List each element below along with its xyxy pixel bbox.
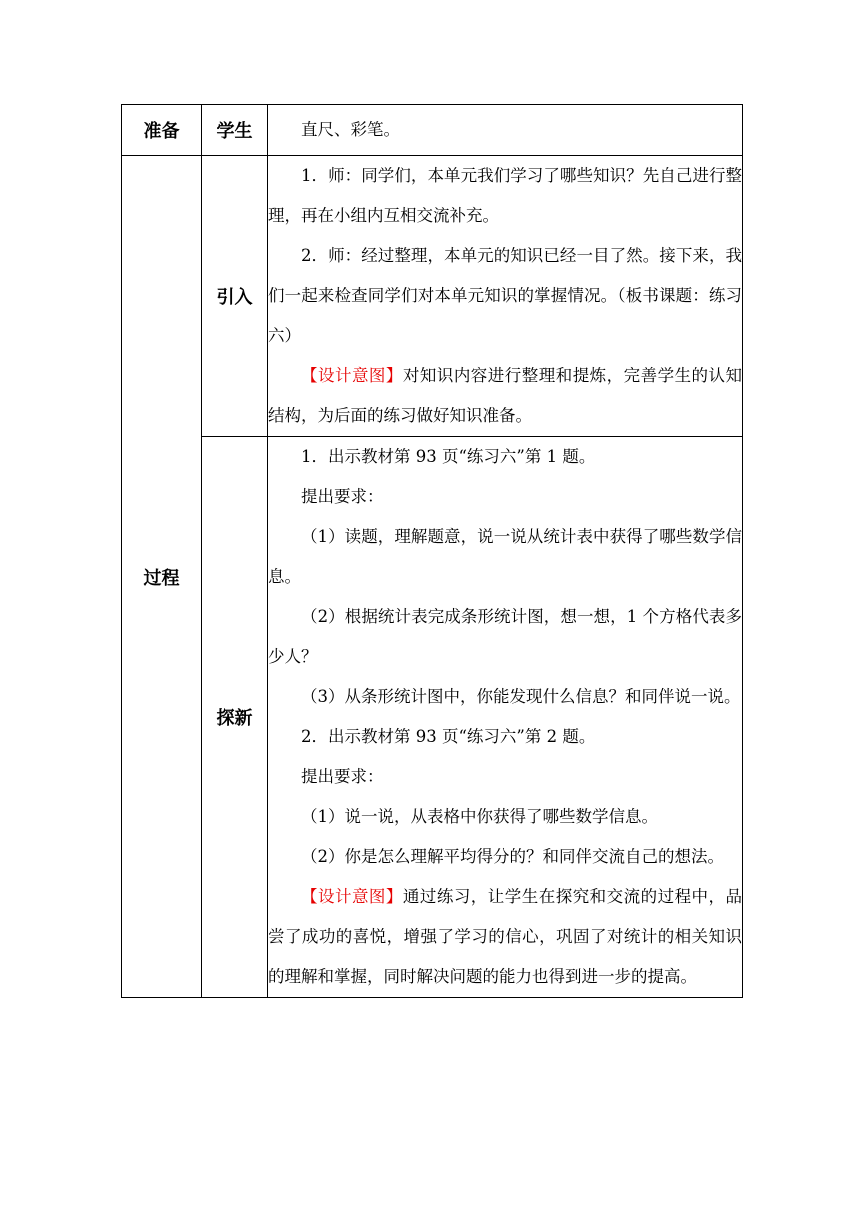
explore-paragraph: 2．出示教材第 93 页“练习六”第 2 题。 — [301, 727, 596, 746]
intro-row — [122, 156, 743, 437]
intro-paragraph: 1．师：同学们，本单元我们学习了哪些知识？先自己进行整理，再在小组内互相交流补充。 — [268, 166, 742, 225]
prep-row — [122, 105, 743, 156]
prep-content — [268, 105, 743, 156]
explore-content — [268, 437, 743, 998]
explore-paragraph: 1．出示教材第 93 页“练习六”第 1 题。 — [301, 447, 596, 466]
design-intent-text: 通过练习，让学生在探究和交流的过程中，品尝了成功的喜悦，增强了学习的信心，巩固了对统计的相关知识的理解和掌握，同时解决问题的能力也得到进一步的提高。 — [268, 887, 743, 986]
process-label: 过程 — [122, 156, 202, 998]
explore-design-intent — [268, 877, 742, 997]
design-intent-tag: 【设计意图】 — [301, 887, 403, 906]
prep-label: 准备 — [122, 105, 202, 156]
explore-label: 探新 — [202, 437, 268, 998]
intro-label: 引入 — [202, 156, 268, 437]
design-intent-text: 对知识内容进行整理和提炼，完善学生的认知结构，为后面的练习做好知识准备。 — [268, 366, 743, 425]
explore-row — [122, 437, 743, 998]
explore-paragraph: （1）读题，理解题意，说一说从统计表中获得了哪些数学信息。 — [268, 527, 742, 586]
intro-content — [268, 156, 743, 437]
intro-design-intent — [268, 356, 742, 436]
explore-paragraph: （2）根据统计表完成条形统计图，想一想，1 个方格代表多少人？ — [268, 607, 742, 666]
explore-paragraph: 提出要求： — [301, 487, 384, 506]
student-label: 学生 — [202, 105, 268, 156]
explore-paragraph: （2）你是怎么理解平均得分的？和同伴交流自己的想法。 — [301, 847, 724, 866]
design-intent-tag: 【设计意图】 — [301, 366, 403, 385]
explore-paragraph: （3）从条形统计图中，你能发现什么信息？和同伴说一说。 — [301, 687, 741, 706]
explore-paragraph: 提出要求： — [301, 767, 384, 786]
prep-text: 直尺、彩笔。 — [301, 120, 400, 139]
explore-paragraph: （1）说一说，从表格中你获得了哪些数学信息。 — [301, 807, 658, 826]
intro-paragraph: 2．师：经过整理，本单元的知识已经一目了然。接下来，我们一起来检查同学们对本单元知识的掌握情况。（板书课题：练习六） — [268, 246, 742, 345]
lesson-plan-table — [121, 104, 743, 998]
